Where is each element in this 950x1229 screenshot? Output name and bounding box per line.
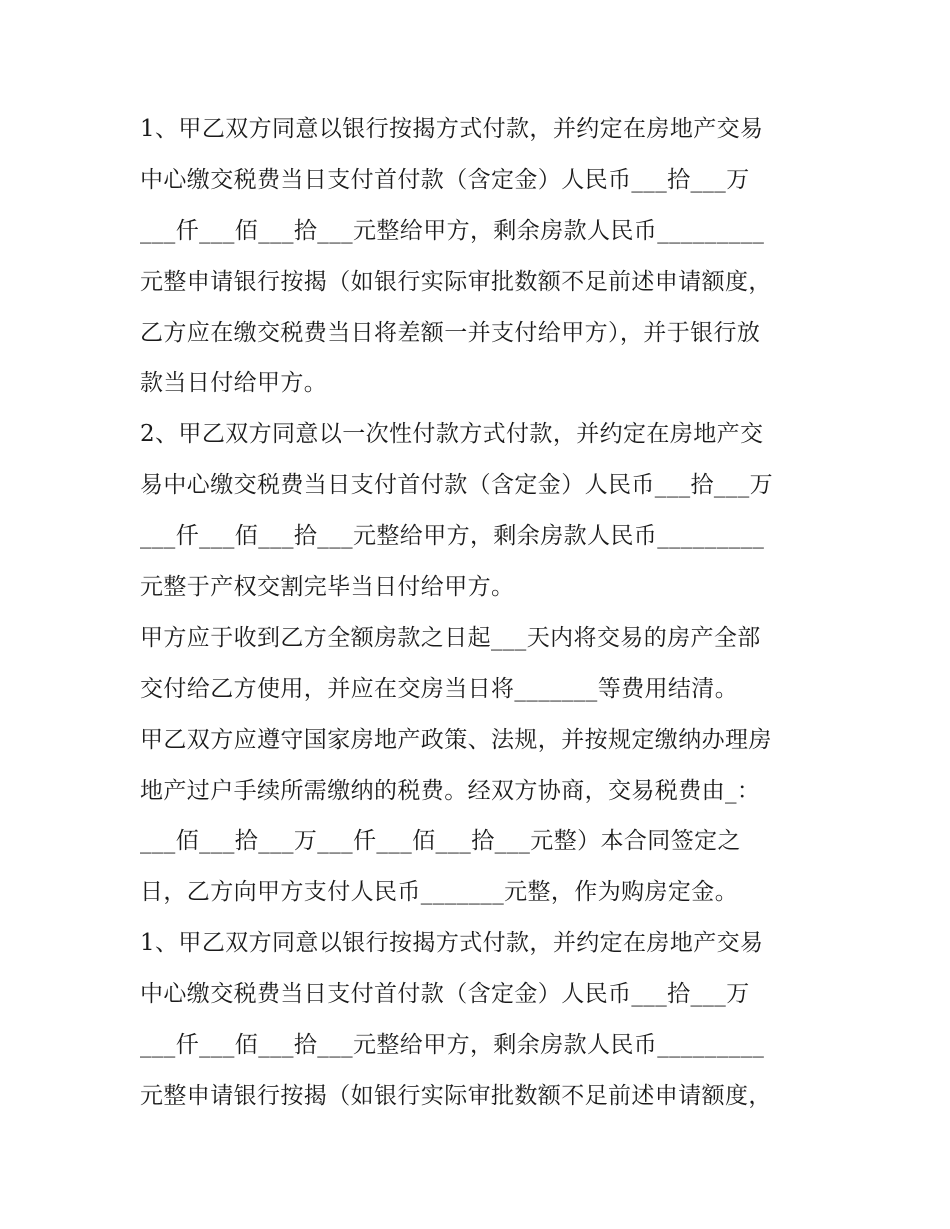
text-line: ___仟___佰___拾___元整给甲方，剩余房款人民币_________ (140, 1032, 765, 1059)
text-line: 中心缴交税费当日支付首付款（含定金）人民币___拾___万 (140, 166, 750, 193)
text-line: 1、甲乙双方同意以银行按揭方式付款，并约定在房地产交易 (140, 930, 764, 957)
text-line: 乙方应在缴交税费当日将差额一并支付给甲方），并于银行放 (140, 319, 761, 346)
text-line: 元整于产权交割完毕当日付给甲方。 (140, 574, 515, 601)
text-line: 中心缴交税费当日支付首付款（含定金）人民币___拾___万 (140, 981, 750, 1008)
text-line: 元整申请银行按揭（如银行实际审批数额不足前述申请额度， (140, 1082, 772, 1109)
text-line: 甲乙双方应遵守国家房地产政策、法规，并按规定缴纳办理房 (140, 726, 772, 753)
text-line: 交付给乙方使用，并应在交房当日将_______等费用结清。 (140, 675, 739, 702)
text-line: 1、甲乙双方同意以银行按揭方式付款，并约定在房地产交易 (140, 116, 764, 142)
text-line: 易中心缴交税费当日支付首付款（含定金）人民币___拾___万 (140, 472, 773, 499)
contract-text (140, 104, 830, 1122)
text-line: ___仟___佰___拾___元整给甲方，剩余房款人民币_________ (140, 523, 765, 550)
text-line: 甲方应于收到乙方全额房款之日起___天内将交易的房产全部 (140, 624, 761, 651)
text-line: ___仟___佰___拾___元整给甲方，剩余房款人民币_________ (140, 217, 765, 244)
text-line: 元整申请银行按揭（如银行实际审批数额不足前述申请额度， (140, 268, 772, 295)
text-line: 款当日付给甲方。 (140, 370, 328, 397)
text-line: 2、甲乙双方同意以一次性付款方式付款，并约定在房地产交 (140, 421, 764, 448)
text-line: 地产过户手续所需缴纳的税费。经双方协商，交易税费由_： (140, 777, 761, 804)
text-line: ___佰___拾___万___仟___佰___拾___元整）本合同签定之 (140, 828, 741, 855)
text-line: 日，乙方向甲方支付人民币_______元整，作为购房定金。 (140, 879, 739, 906)
